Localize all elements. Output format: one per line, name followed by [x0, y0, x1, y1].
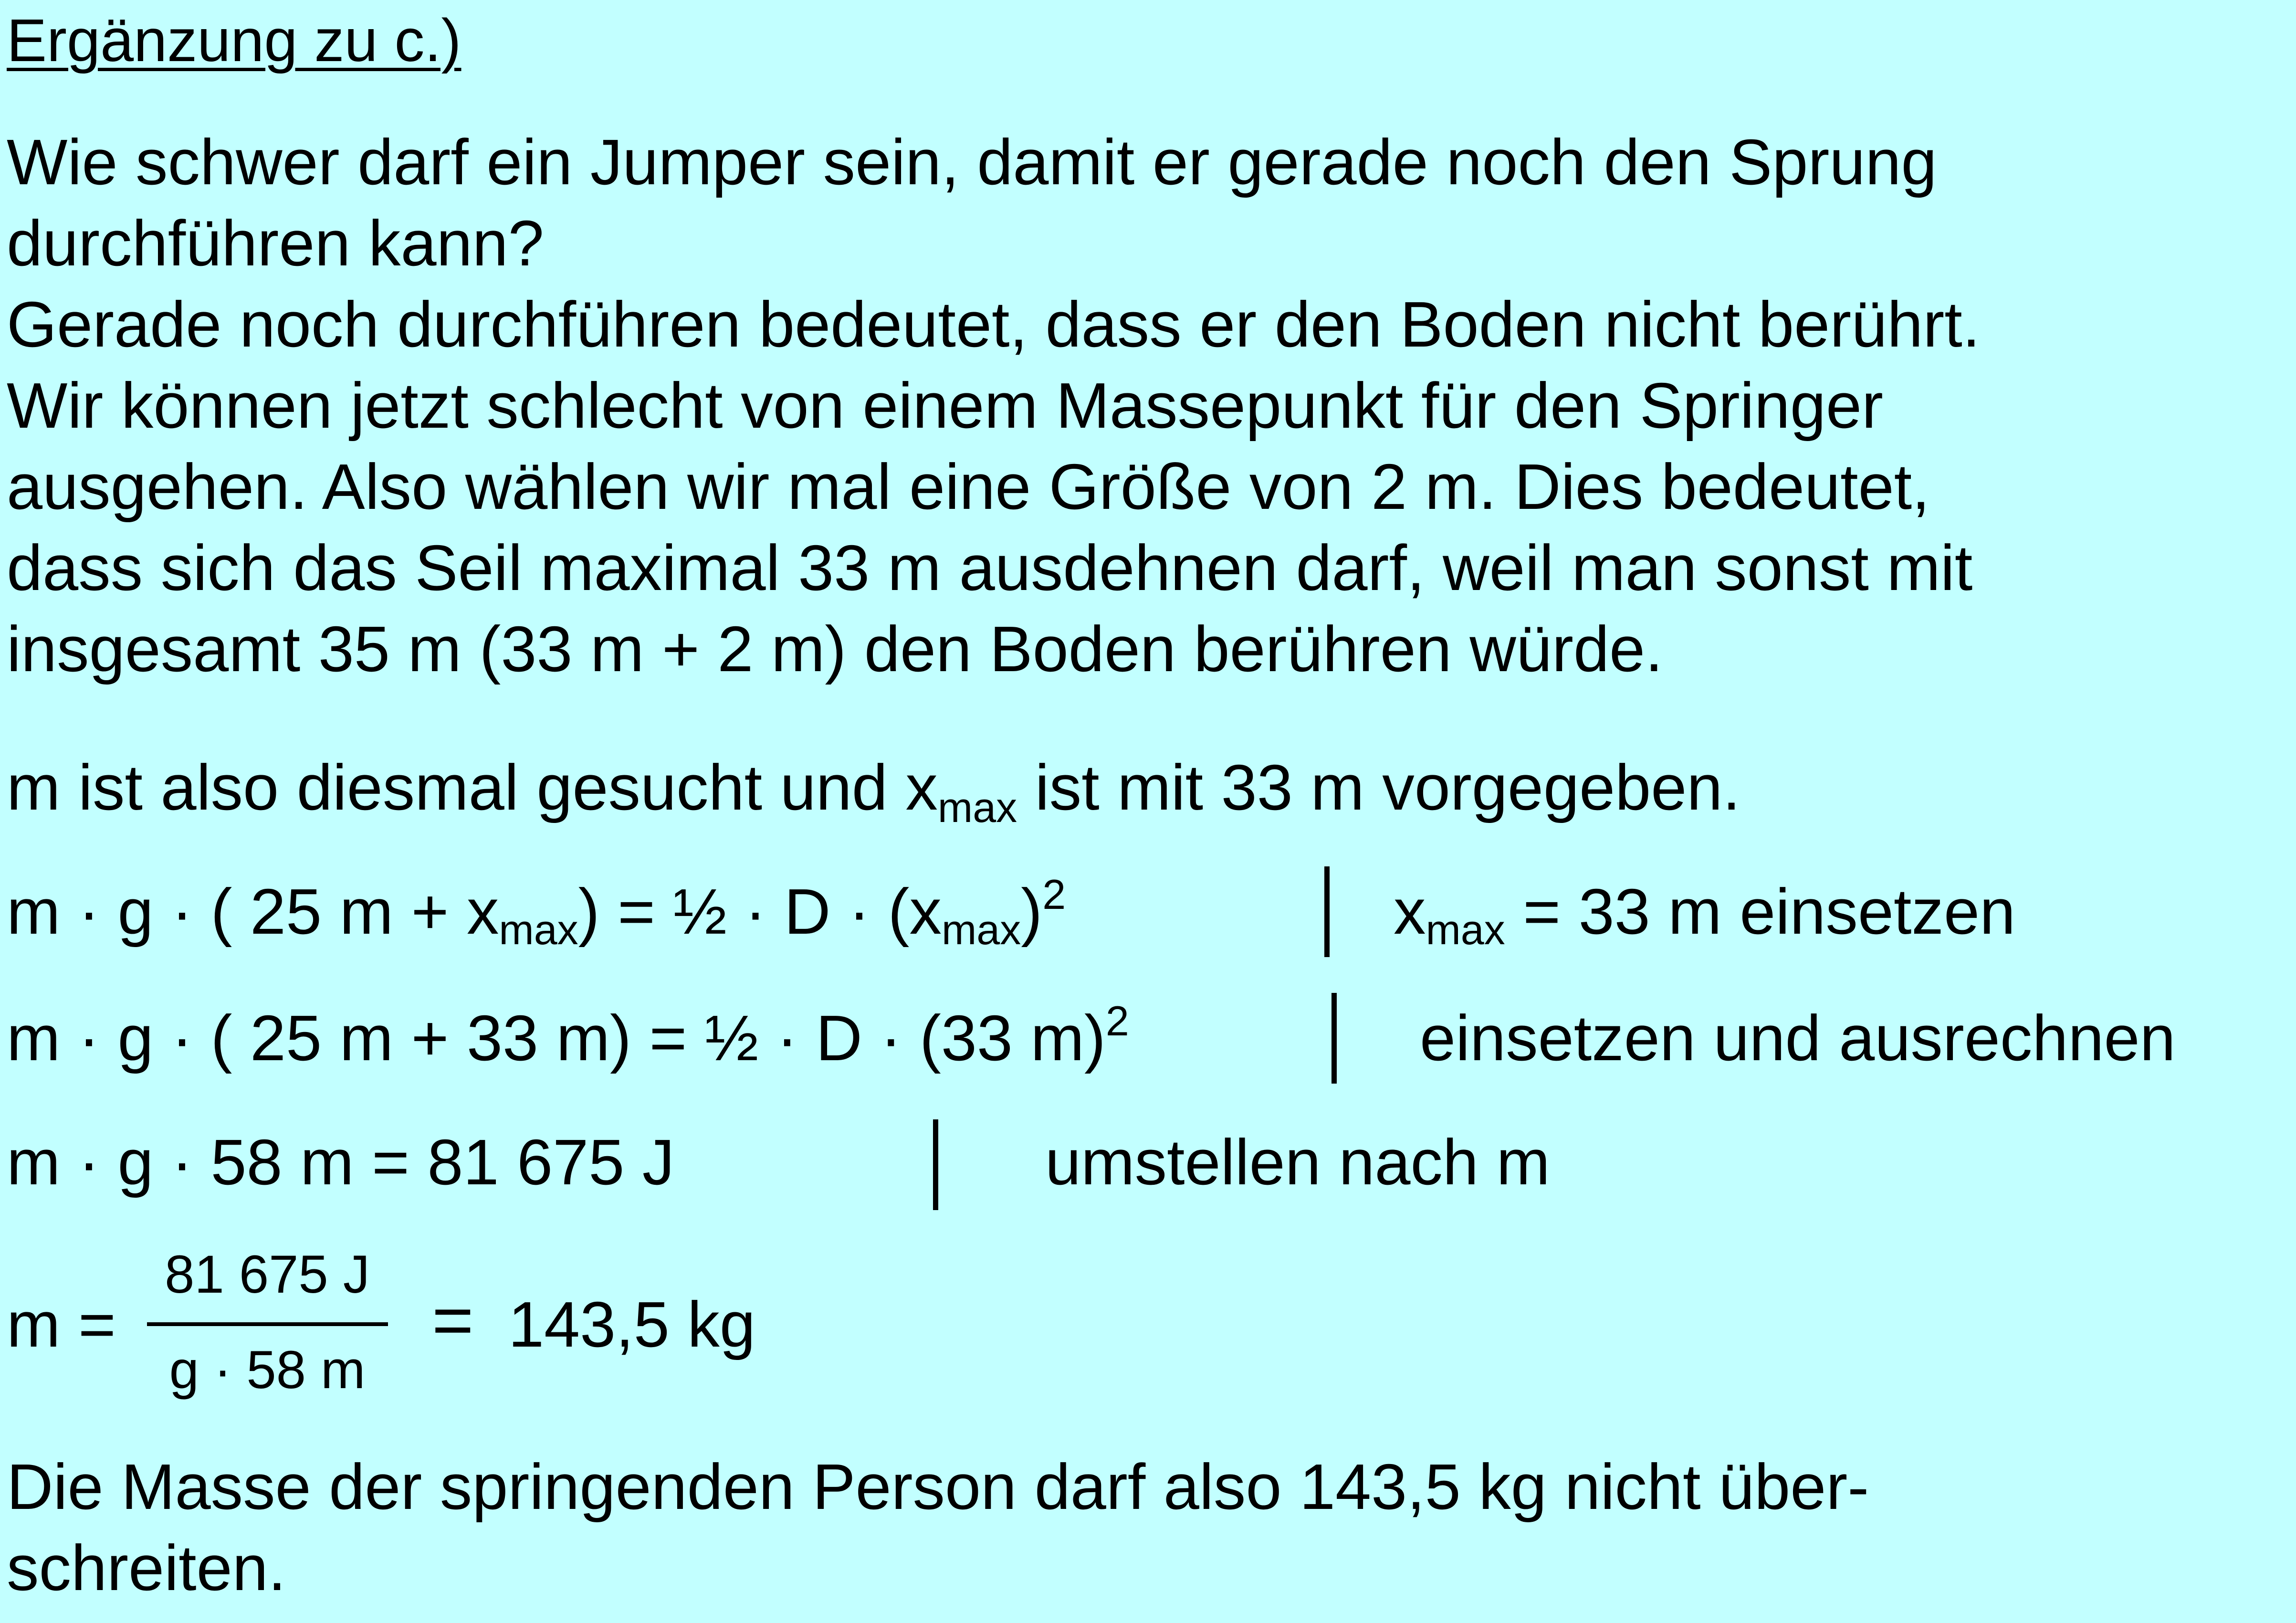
paragraph-line-4: Wir können jetzt schlecht von einem Massepunkt für den Springer: [7, 369, 1883, 442]
equation-3: m · g · 58 m = 81 675 J: [7, 1126, 675, 1198]
fraction-bar: [147, 1322, 388, 1326]
equation-2-separator: [1331, 993, 1337, 1084]
conclusion-line-2: schreiten.: [7, 1532, 286, 1604]
equation-1-exponent: 2: [1042, 871, 1066, 918]
given-statement: [7, 747, 1740, 836]
section-heading: Ergänzung zu c.): [7, 7, 461, 74]
equation-4-result: 143,5 kg: [508, 1288, 755, 1360]
equation-1-note-text: = 33 m einsetzen: [1505, 875, 2016, 948]
equation-1-subscript-2: max: [941, 906, 1021, 953]
equation-3-separator: [933, 1119, 938, 1210]
paragraph-line-7: insgesamt 35 m (33 m + 2 m) den Boden berühren würde.: [7, 613, 1663, 685]
equation-1: [7, 871, 1066, 960]
paragraph-line-1: Wie schwer darf ein Jumper sein, damit er gerade noch den Sprung: [7, 126, 1937, 198]
equation-2-note: einsetzen und ausrechnen: [1420, 1002, 2176, 1074]
paragraph-line-5: ausgehen. Also wählen wir mal eine Größe von 2 m. Dies bedeutet,: [7, 451, 1930, 523]
equation-1-note-variable: x: [1394, 875, 1426, 948]
fraction-numerator: 81 675 J: [165, 1244, 370, 1304]
equation-1-note-subscript: max: [1426, 906, 1505, 953]
equation-1-separator: [1324, 866, 1330, 957]
conclusion-line-1: Die Masse der springenden Person darf also 143,5 kg nicht über-: [7, 1451, 1869, 1523]
equation-2: [7, 998, 1129, 1086]
paragraph-line-2: durchführen kann?: [7, 207, 544, 279]
paragraph-line-6: dass sich das Seil maximal 33 m ausdehnen darf, weil man sonst mit: [7, 532, 1973, 604]
paragraph-line-3: Gerade noch durchführen bedeutet, dass er den Boden nicht berührt.: [7, 288, 1981, 360]
given-subscript: max: [937, 784, 1017, 831]
fraction-denominator: g · 58 m: [169, 1340, 366, 1400]
equation-1-note: [1394, 871, 2015, 960]
equation-2-part-1: m · g · ( 25 m + 33 m) = ½ · D · (33 m): [7, 1002, 1106, 1074]
equation-1-part-2: ) = ½ · D · (x: [578, 875, 942, 948]
equation-1-part-1: m · g · ( 25 m + x: [7, 875, 499, 948]
equation-4-fraction: [143, 1241, 391, 1399]
given-text-after: ist mit 33 m vorgegeben.: [1017, 751, 1740, 823]
equation-1-part-3: ): [1021, 875, 1043, 948]
equation-4-equals: =: [432, 1280, 474, 1360]
equation-4-lhs: m =: [7, 1288, 116, 1360]
given-text-before: m ist also diesmal gesucht und x: [7, 751, 938, 823]
equation-3-note: umstellen nach m: [1045, 1126, 1550, 1198]
equation-2-exponent: 2: [1105, 997, 1129, 1044]
equation-1-subscript-1: max: [499, 906, 578, 953]
